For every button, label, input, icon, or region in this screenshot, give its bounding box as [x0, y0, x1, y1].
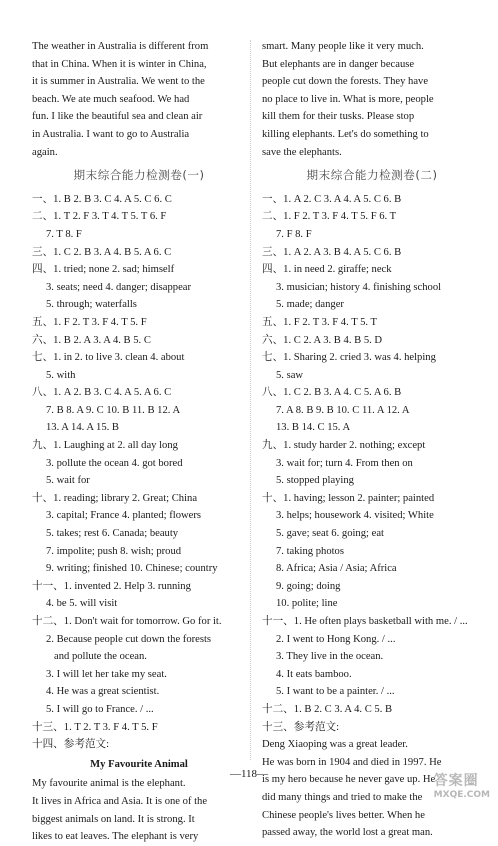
essay-line: likes to eat leaves. The elephant is very [32, 831, 199, 843]
answer-line: 7. impolite; push 8. wish; proud [46, 545, 182, 557]
answer-line: 四、1. tried; none 2. sad; himself [32, 264, 175, 276]
answer-line: 5. saw [276, 369, 304, 381]
answer-line: 4. He was a great scientist. [46, 686, 160, 698]
text-line: The weather in Australia is different from [32, 41, 209, 52]
answer-line: 七、1. Sharing 2. cried 3. was 4. helping [262, 352, 436, 364]
watermark-logo [434, 770, 490, 800]
answer-line: 3. pollute the ocean 4. got bored [46, 457, 183, 469]
answer-line: 一、1. A 2. C 3. A 4. A 5. C 6. B [262, 193, 402, 205]
answer-line: 13. A 14. A 15. B [46, 422, 119, 434]
essay-line: He was born in 1904 and died in 1997. He [262, 756, 442, 768]
answer-line: 7. taking photos [276, 545, 344, 557]
answer-line: 十、1. having; lesson 2. painter; painted [262, 492, 435, 504]
essay-line: biggest animals on land. It is strong. It [32, 813, 195, 825]
answer-line: 3. They live in the ocean. [276, 651, 384, 663]
text-line: it is summer in Australia. We went to the [32, 76, 205, 88]
answer-line: 5. takes; rest 6. Canada; beauty [46, 528, 179, 540]
answer-line: 3. musician; history 4. finishing school [276, 281, 442, 293]
answer-line: 九、1. study harder 2. nothing; except [262, 440, 426, 452]
answer-line: 三、1. C 2. B 3. A 4. B 5. A 6. C [32, 246, 172, 258]
answer-line: 3. I will let her take my seat. [46, 668, 167, 680]
text-line: people cut down the forests. They have [262, 76, 429, 88]
essay-line: is my hero because he never gave up. He [262, 774, 436, 786]
answer-line: 十、1. reading; library 2. Great; China [32, 492, 198, 504]
answer-line: 5. I will go to France. / ... [46, 703, 154, 715]
answer-line: 7. A 8. B 9. B 10. C 11. A 12. A [276, 404, 410, 416]
answer-line: 9. going; doing [276, 580, 341, 592]
answer-line: 4. It eats bamboo. [276, 668, 352, 680]
text-line: that in China. When it is winter in China, [32, 58, 207, 70]
answer-line: 二、1. F 2. T 3. F 4. T 5. F 6. T [262, 211, 397, 223]
answer-line: 5. stopped playing [276, 475, 354, 487]
answer-line: 五、1. F 2. T 3. F 4. T 5. F [32, 316, 147, 328]
answer-line: 四、1. in need 2. giraffe; neck [262, 264, 392, 276]
text-line: in Australia. I want to go to Australia [32, 128, 190, 140]
answer-line: 13. B 14. C 15. A [276, 422, 351, 434]
answer-line: 3. seats; need 4. danger; disappear [46, 281, 192, 293]
right-intro-paragraph [262, 38, 482, 161]
answer-line: 5. through; waterfalls [46, 299, 137, 311]
answer-line: 3. wait for; turn 4. From then on [276, 457, 413, 469]
left-section-heading: 期末综合能力检测卷(一) [73, 168, 205, 183]
answer-line: 5. with [46, 369, 76, 381]
answer-line: 5. gave; seat 6. going; eat [276, 528, 384, 540]
answer-line: 十一、1. invented 2. Help 3. running [32, 580, 191, 592]
answer-line: 八、1. A 2. B 3. C 4. A 5. A 6. C [32, 387, 172, 399]
essay-line: Deng Xiaoping was a great leader. [262, 739, 408, 751]
left-column [32, 38, 246, 846]
left-intro-paragraph [32, 38, 246, 161]
answer-line: 十二、1. B 2. C 3. A 4. C 5. B [262, 703, 393, 715]
answer-line: 2. I went to Hong Kong. / ... [276, 633, 396, 645]
text-line: smart. Many people like it very much. [262, 41, 424, 52]
answer-line: 7. B 8. A 9. C 10. B 11. B 12. A [46, 404, 181, 416]
essay-line: Chinese people's lives better. When he [262, 809, 425, 821]
answer-line: 9. writing; finished 10. Chinese; country [46, 563, 218, 575]
text-line: again. [32, 146, 58, 158]
left-answer-list [32, 191, 246, 754]
answer-line: 六、1. B 2. A 3. A 4. B 5. C [32, 334, 151, 346]
answer-line: 5. wait for [46, 475, 90, 487]
answer-line: 十二、1. Don't wait for tomorrow. Go for it. [32, 616, 222, 627]
text-line: save the elephants. [262, 146, 342, 158]
essay-line: did many things and tried to make the [262, 791, 423, 803]
text-line: kill them for their tusks. Please stop [262, 111, 415, 123]
page-number: —118— [229, 768, 269, 780]
watermark-main: 答案圈 [433, 773, 479, 789]
answer-line: 4. be 5. will visit [46, 598, 118, 610]
answer-line: 8. Africa; Asia / Asia; Africa [276, 563, 397, 575]
answer-line: 五、1. F 2. T 3. F 4. T 5. T [262, 316, 377, 328]
answer-line: 3. capital; France 4. planted; flowers [46, 510, 202, 522]
answer-line: 七、1. in 2. to live 3. clean 4. about [32, 352, 185, 364]
answer-line: 十三、参考范文: [262, 721, 340, 733]
text-line: But elephants are in danger because [262, 58, 415, 70]
column-divider [250, 40, 251, 760]
answer-line: 十三、1. T 2. T 3. F 4. T 5. F [32, 721, 158, 733]
essay-title: My Favourite Animal [90, 758, 188, 770]
text-line: no place to live in. What is more, people [262, 93, 434, 105]
answer-line: 二、1. T 2. F 3. T 4. T 5. T 6. F [32, 211, 167, 223]
right-column [262, 38, 482, 842]
answer-line: 10. polite; line [276, 598, 338, 610]
answer-line: 5. I want to be a painter. / ... [276, 686, 395, 698]
text-line: fun. I like the beautiful sea and clean air [32, 111, 203, 123]
answer-line: 一、1. B 2. B 3. C 4. A 5. C 6. C [32, 193, 172, 205]
answer-line: 5. made; danger [276, 299, 344, 311]
text-line: killing elephants. Let's do something to [262, 128, 429, 140]
answer-line: and pollute the ocean. [54, 651, 147, 663]
right-answer-list [262, 191, 482, 736]
answer-line: 十四、参考范文: [32, 739, 110, 751]
answer-line: 六、1. C 2. A 3. B 4. B 5. D [262, 334, 383, 346]
essay-line: My favourite animal is the elephant. [32, 778, 186, 790]
essay-line: It lives in Africa and Asia. It is one of the [32, 795, 208, 807]
right-section-heading: 期末综合能力检测卷(二) [306, 168, 438, 183]
answer-line: 九、1. Laughing at 2. all day long [32, 440, 178, 452]
watermark-sub: MXQE.COM [433, 790, 490, 800]
answer-line: 7. F 8. F [276, 228, 312, 240]
answer-line: 十一、1. He often plays basketball with me. / ... [262, 616, 468, 627]
answer-line: 三、1. A 2. A 3. B 4. A 5. C 6. B [262, 246, 402, 258]
essay-line: passed away, the world lost a great man. [262, 827, 433, 839]
answer-line: 2. Because people cut down the forests [46, 633, 212, 645]
answer-line: 八、1. C 2. B 3. A 4. C 5. A 6. B [262, 387, 402, 399]
left-essay [32, 775, 246, 845]
answer-line: 7. T 8. F [46, 228, 82, 240]
text-line: beach. We ate much seafood. We had [32, 93, 190, 105]
answer-line: 3. helps; housework 4. visited; White [276, 510, 434, 522]
